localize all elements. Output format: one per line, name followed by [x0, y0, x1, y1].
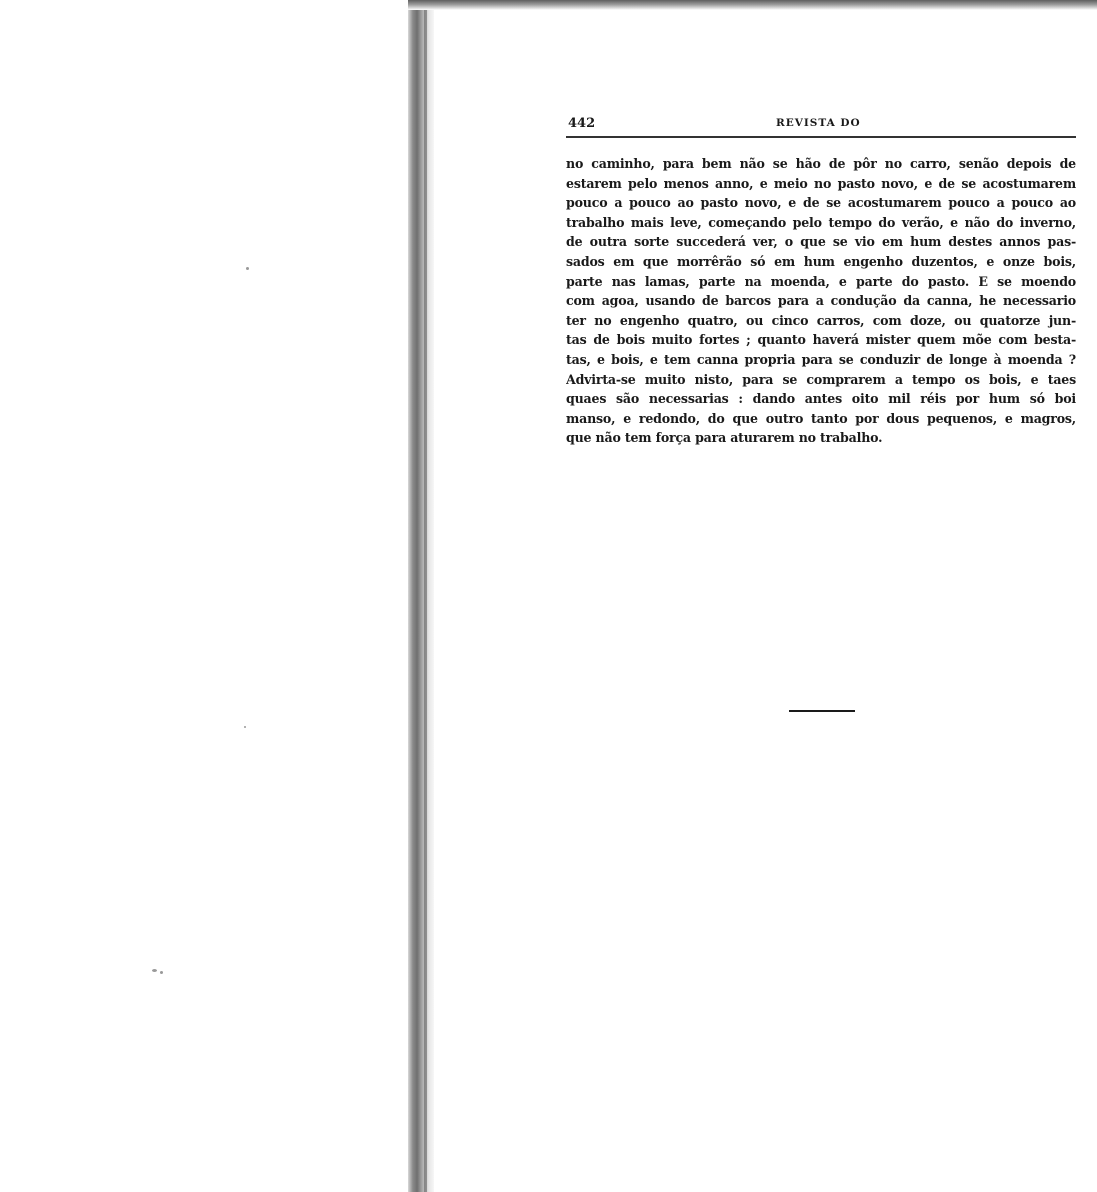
text-line: manso, e redondo, do que outro tanto por dous pequenos, e magros,	[566, 410, 1076, 426]
paper-speck	[246, 267, 249, 270]
text-line: sados em que morrêrão só em hum engenho duzentos, e onze bois,	[566, 253, 1076, 269]
page-number: 442	[568, 116, 596, 131]
left-blank-page	[0, 0, 408, 1192]
text-line: com agoa, usando de barcos para a condução da canna, he necessario	[566, 293, 1076, 309]
text-line: trabalho mais leve, começando pelo tempo do verão, e não do inverno,	[566, 214, 1076, 230]
text-line: pouco a pouco ao pasto novo, e de se acostumarem pouco a pouco ao	[566, 195, 1076, 211]
section-end-rule	[789, 710, 855, 712]
text-line: Advirta-se muito nisto, para se comprarem a tempo os bois, e taes	[566, 371, 1076, 387]
header-rule	[566, 136, 1076, 140]
running-title: REVISTA DO	[776, 117, 861, 129]
text-line: ter no engenho quatro, ou cinco carros, com doze, ou quatorze jun-	[566, 312, 1076, 328]
body-paragraph	[566, 154, 1076, 448]
text-line: no caminho, para bem não se hão de pôr no carro, senão depois de	[566, 156, 1076, 171]
text-line: quaes são necessarias : dando antes oito mil réis por hum só boi	[566, 391, 1076, 407]
text-line: tas de bois muito fortes ; quanto haverá mister quem mõe com besta-	[566, 332, 1076, 348]
text-line: parte nas lamas, parte na moenda, e parte do pasto. E se moendo	[566, 273, 1076, 289]
text-line: de outra sorte succederá ver, o que se vio em hum destes annos pas-	[566, 234, 1076, 250]
paper-speck	[152, 969, 157, 972]
book-gutter-shadow	[408, 0, 434, 1192]
printed-page	[566, 0, 1078, 1192]
paper-speck	[244, 726, 246, 728]
text-line: que não tem força para aturarem no trabalho.	[566, 430, 883, 446]
paper-speck	[160, 971, 163, 974]
text-line: estarem pelo menos anno, e meio no pasto novo, e de se acostumarem	[566, 175, 1076, 191]
text-line: tas, e bois, e tem canna propria para se conduzir de longe à moenda ?	[566, 351, 1076, 367]
book-spine-line	[424, 0, 427, 1192]
running-head	[566, 116, 1076, 136]
